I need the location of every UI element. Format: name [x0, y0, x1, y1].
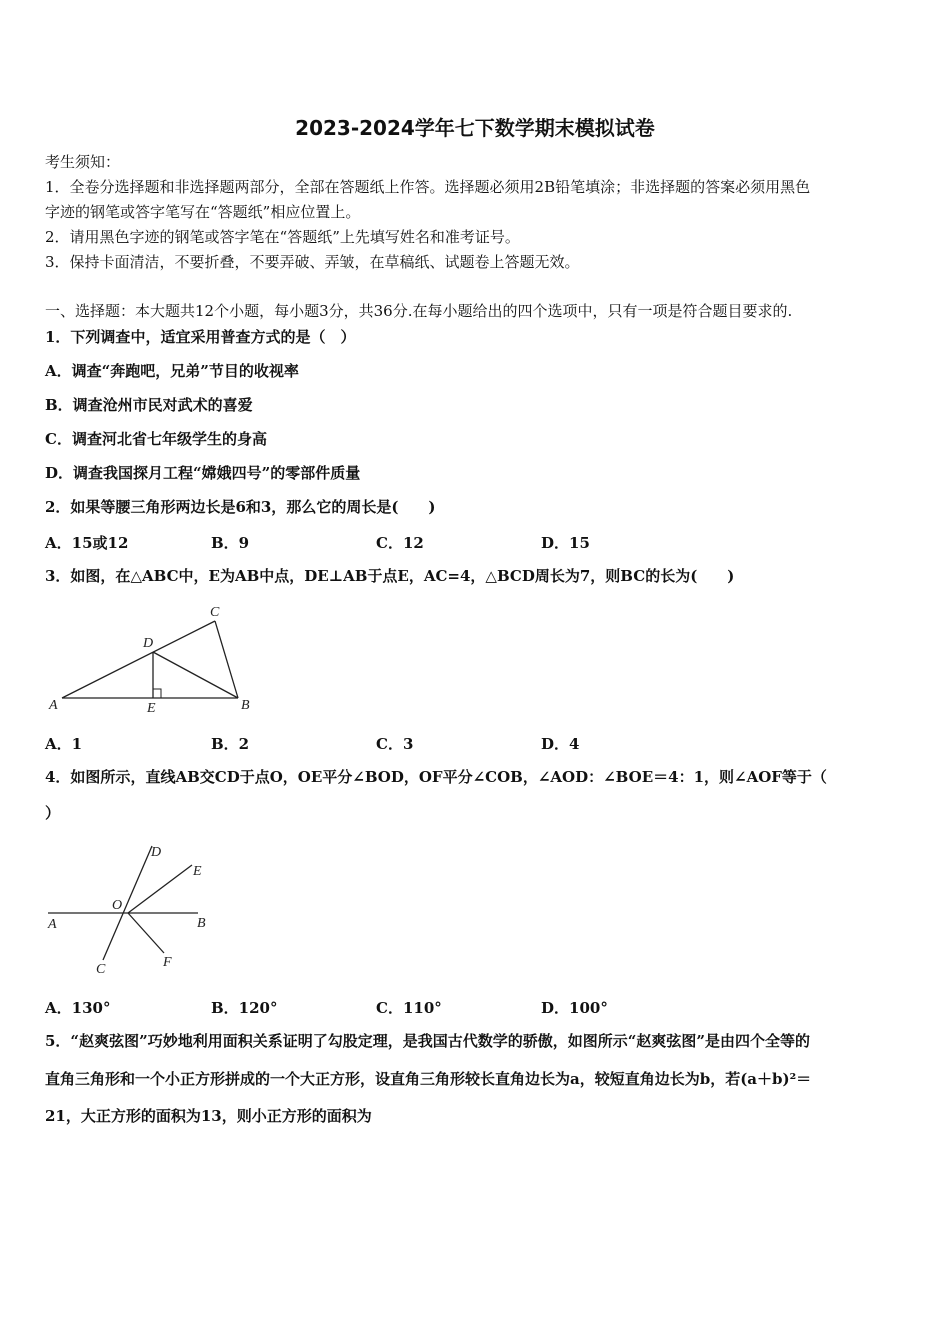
- question-4-option-a: A．130°: [45, 999, 111, 1017]
- question-3-option-b: B．2: [211, 735, 250, 753]
- label-f: F: [163, 955, 172, 970]
- question-3-option-c: C．3: [376, 735, 414, 753]
- label-a: A: [48, 917, 57, 932]
- question-4-option-d: D．100°: [541, 999, 608, 1017]
- label-o: O: [112, 898, 123, 913]
- question-5-line-2: 直角三角形和一个小正方形拼成的一个大正方形，设直角三角形较长直角边长为a，较短直角边长为b，若(a＋b)²＝: [45, 1070, 812, 1088]
- ray-oe: [128, 865, 192, 913]
- question-3-stem: 3．如图，在△ABC中，E为AB中点，DE⊥AB于点E，AC=4，△BCD周长为7，则BC的长为( ): [45, 567, 735, 585]
- label-d: D: [143, 636, 154, 651]
- question-5-line-1: 5．“赵爽弦图”巧妙地利用面积关系证明了勾股定理，是我国古代数学的骄傲，如图所示“赵爽弦图”是由四个全等的: [45, 1032, 810, 1050]
- label-a: A: [49, 698, 58, 713]
- label-c: C: [96, 962, 106, 977]
- label-e: E: [193, 864, 202, 879]
- question-3-triangle-figure: [40, 598, 270, 723]
- question-5-line-3: 21，大正方形的面积为13，则小正方形的面积为: [45, 1107, 372, 1125]
- question-2-option-a: A．15或12: [45, 534, 129, 552]
- question-2-stem: 2．如果等腰三角形两边长是6和3，那么它的周长是( ): [45, 498, 436, 516]
- notice-line: 字迹的钢笔或答字笔写在“答题纸”相应位置上。: [45, 203, 361, 221]
- right-angle-mark: [153, 689, 161, 698]
- question-4-stem-end: ）: [45, 804, 61, 822]
- question-1-option-a: A．调查“奔跑吧，兄弟”节目的收视率: [45, 362, 299, 380]
- line-cd: [103, 846, 152, 960]
- segment-bd: [153, 652, 238, 698]
- ray-of: [128, 913, 164, 953]
- notice-line: 2．请用黑色字迹的钢笔或答字笔在“答题纸”上先填写姓名和准考证号。: [45, 228, 520, 246]
- page-title: 2023-2024学年七下数学期末模拟试卷: [295, 116, 655, 140]
- question-3-option-a: A．1: [45, 735, 83, 753]
- question-4-option-b: B．120°: [211, 999, 278, 1017]
- question-2-option-b: B．9: [211, 534, 250, 552]
- question-4-angle-figure: [40, 838, 220, 983]
- question-1-option-b: B．调查沧州市民对武术的喜爱: [45, 396, 253, 414]
- question-4-stem: 4．如图所示，直线AB交CD于点O，OE平分∠BOD，OF平分∠COB，∠AOD：∠BOE＝4：1，则∠AOF等于（: [45, 768, 827, 786]
- segment-ac: [62, 621, 215, 698]
- question-3-option-d: D．4: [541, 735, 580, 753]
- label-b: B: [197, 916, 206, 931]
- notice-line: 1．全卷分选择题和非选择题两部分，全部在答题纸上作答。选择题必须用2B铅笔填涂；非选择题的答案必须用黑色: [45, 178, 811, 196]
- notice-heading: 考生须知：: [45, 153, 121, 171]
- question-1-stem: 1．下列调查中，适宜采用普查方式的是（ ）: [45, 328, 356, 346]
- section-heading: 一、选择题：本大题共12个小题，每小题3分，共36分.在每小题给出的四个选项中，只有一项是符合题目要求的.: [45, 302, 793, 320]
- segment-bc: [215, 621, 238, 698]
- question-2-option-d: D．15: [541, 534, 590, 552]
- label-c: C: [210, 605, 220, 620]
- question-4-option-c: C．110°: [376, 999, 442, 1017]
- question-2-option-c: C．12: [376, 534, 424, 552]
- label-d: D: [151, 845, 162, 860]
- notice-line: 3．保持卡面清洁，不要折叠，不要弄破、弄皱，在草稿纸、试题卷上答题无效。: [45, 253, 580, 271]
- label-b: B: [241, 698, 250, 713]
- label-e: E: [147, 701, 156, 716]
- question-1-option-c: C．调查河北省七年级学生的身高: [45, 430, 267, 448]
- question-1-option-d: D．调查我国探月工程“嫦娥四号”的零部件质量: [45, 464, 361, 482]
